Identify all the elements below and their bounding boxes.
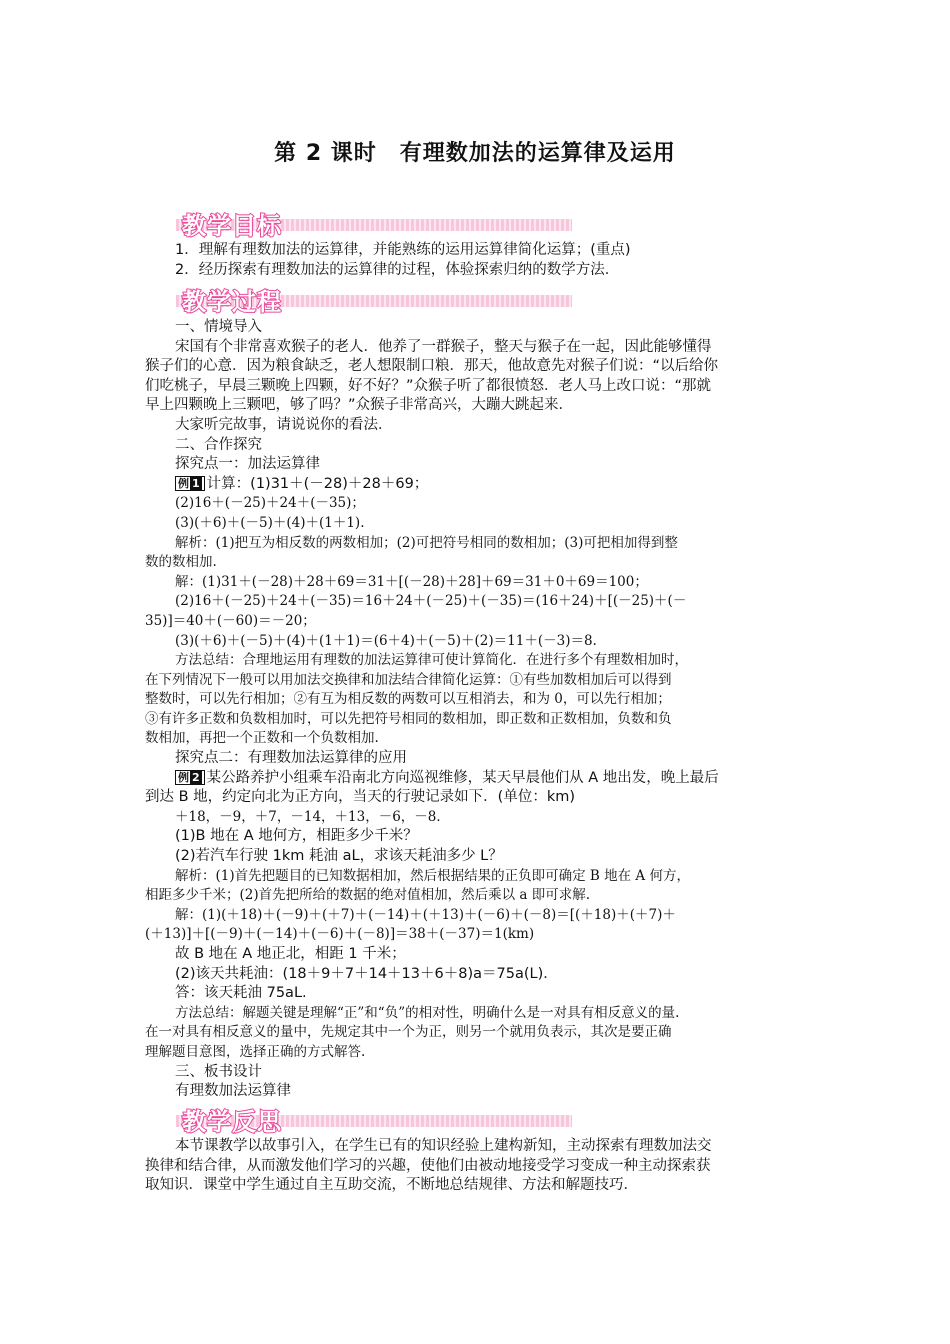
summary-line: 理解题目意图，选择正确的方式解答. — [145, 1043, 366, 1060]
process-block — [145, 318, 810, 1102]
reflection-line: 取知识．课堂中学生通过自主互助交流，不断地总结规律、方法和解题技巧． — [145, 1177, 638, 1194]
summary-line: 在下列情况下一般可以用加法交换律和加法结合律简化运算：①有些加数相加后可以得到 — [145, 671, 672, 688]
goal-item: 2．经历探索有理数加法的运算律的过程，体验探索归纳的数学方法． — [175, 261, 620, 278]
summary-line: 方法总结：合理地运用有理数的加法运算律可使计算简化．在进行多个有理数相加时， — [175, 652, 688, 669]
section-header-goals — [176, 206, 572, 238]
reflection-line: 换律和结合律，从而激发他们学习的兴趣，使他们由被动地接受学习变成一种主动探索获 — [145, 1157, 711, 1174]
summary-line: 数相加，再把一个正数和一个负数相加. — [145, 730, 379, 747]
point-title: 探究点二：有理数加法运算律的应用 — [175, 750, 407, 767]
example-badge: 例 2 — [175, 770, 205, 785]
summary-line: 整数时，可以先行相加；②有互为相反数的两数可以互相消去，和为 0，可以先行相加； — [145, 691, 671, 708]
example-line: (2)16＋(－25)＋24＋(－35)； — [175, 495, 365, 512]
example-text: 某公路养护小组乘车沿南北方向巡视维修，某天早晨他们从 A 地出发，晚上最后 — [206, 769, 719, 786]
example-line: (3)(＋6)＋(－5)＋(4)＋(1＋1). — [175, 514, 365, 531]
example-2-line — [145, 769, 810, 789]
header-label: 教学过程 — [182, 288, 282, 316]
solution-line: 答：该天耗油 75aL. — [175, 985, 307, 1002]
solution-line: (2)16＋(－25)＋24＋(－35)＝16＋24＋(－25)＋(－35)＝(16＋24)＋[(－25)＋(－ — [175, 593, 687, 610]
section-title: 二、合作探究 — [175, 436, 262, 453]
section-title: 三、板书设计 — [175, 1063, 262, 1080]
header-label: 教学目标 — [182, 212, 282, 240]
goals-block — [145, 241, 810, 280]
story-line: 宋国有个非常喜欢猴子的老人．他养了一群猴子，整天与猴子在一起，因此能够懂得 — [175, 338, 712, 355]
section-header-process — [176, 282, 572, 314]
summary-line: 在一对具有相反意义的量中，先规定其中一个为正，则另一个就用负表示，其次是要正确 — [145, 1024, 672, 1041]
example-1-line — [145, 475, 810, 495]
header-label: 教学反思 — [182, 1108, 282, 1136]
analysis-line: 解析：(1)首先把题目的已知数据相加，然后根据结果的正负即可确定 B 地在 A 何方， — [175, 867, 690, 884]
story-line: 猴子们的心意．因为粮食缺乏，老人想限制口粮．那天，他故意先对猴子们说：“以后给你 — [145, 358, 719, 375]
example-text: 计算：(1)31＋(－28)＋28＋69； — [206, 475, 429, 492]
solution-line: 故 B 地在 A 地正北，相距 1 千米； — [175, 946, 406, 962]
goal-item: 1．理解有理数加法的运算律，并能熟练的运用运算律简化运算；(重点) — [175, 242, 631, 258]
example-line: (1)B 地在 A 地何方，相距多少千米？ — [175, 828, 418, 845]
example-line: ＋18，－9，＋7，－14，＋13，－6，－8． — [175, 808, 450, 825]
solution-line: 解：(1)31＋(－28)＋28＋69＝31＋[(－28)＋28]＋69＝31＋0＋69＝100； — [175, 573, 648, 590]
story-line: 早上四颗晚上三颗吧，够了吗？”众猴子非常高兴，大蹦大跳起来． — [145, 397, 574, 414]
analysis-line: 解析：(1)把互为相反数的两数相加；(2)可把符号相同的数相加；(3)可把相加得到整 — [175, 534, 678, 551]
solution-line: 解：(1)(＋18)＋(－9)＋(＋7)＋(－14)＋(＋13)＋(－6)＋(－8)＝[(＋18)＋(＋7)＋ — [175, 906, 676, 923]
solution-line: 35)]＝40＋(－60)＝－20； — [145, 612, 316, 629]
reflection-line: 本节课教学以故事引入，在学生已有的知识经验上建构新知，主动探索有理数加法交 — [175, 1138, 712, 1154]
analysis-line: 数的数相加. — [145, 554, 217, 571]
story-line: 们吃桃子，早晨三颗晚上四颗，好不好？”众猴子听了都很愤怒．老人马上改口说：“那就 — [145, 377, 712, 394]
board-design: 有理数加法运算律 — [175, 1083, 291, 1100]
reflection-block — [145, 1137, 810, 1196]
example-line: 到达 B 地，约定向北为正方向，当天的行驶记录如下．(单位：km) — [145, 789, 575, 806]
analysis-line: 相距多少千米；(2)首先把所给的数据的绝对值相加，然后乘以 a 即可求解. — [145, 887, 591, 904]
example-badge: 例 1 — [175, 476, 205, 491]
summary-line: 方法总结：解题关键是理解“正”和“负”的相对性，明确什么是一对具有相反意义的量. — [175, 1004, 680, 1021]
summary-line: ③有许多正数和负数相加时，可以先把符号相同的数相加，即正数和正数相加，负数和负 — [145, 710, 672, 727]
story-question: 大家听完故事，请说说你的看法． — [175, 416, 393, 433]
section-header-reflection — [176, 1102, 572, 1134]
solution-line: (2)该天共耗油：(18＋9＋7＋14＋13＋6＋8)a＝75a(L)． — [175, 965, 558, 982]
section-title: 一、情境导入 — [175, 319, 262, 335]
page-title: 第 2 课时 有理数加法的运算律及运用 — [274, 141, 676, 166]
solution-line: (3)(＋6)＋(－5)＋(4)＋(1＋1)＝(6＋4)＋(－5)＋(2)＝11＋(－3)＝8. — [175, 632, 597, 649]
example-line: (2)若汽车行驶 1km 耗油 aL，求该天耗油多少 L？ — [175, 848, 503, 865]
point-title: 探究点一：加法运算律 — [175, 456, 320, 473]
solution-line: (＋13)]＋[(－9)＋(－14)＋(－6)＋(－8)]＝38＋(－37)＝1(km) — [145, 926, 535, 943]
